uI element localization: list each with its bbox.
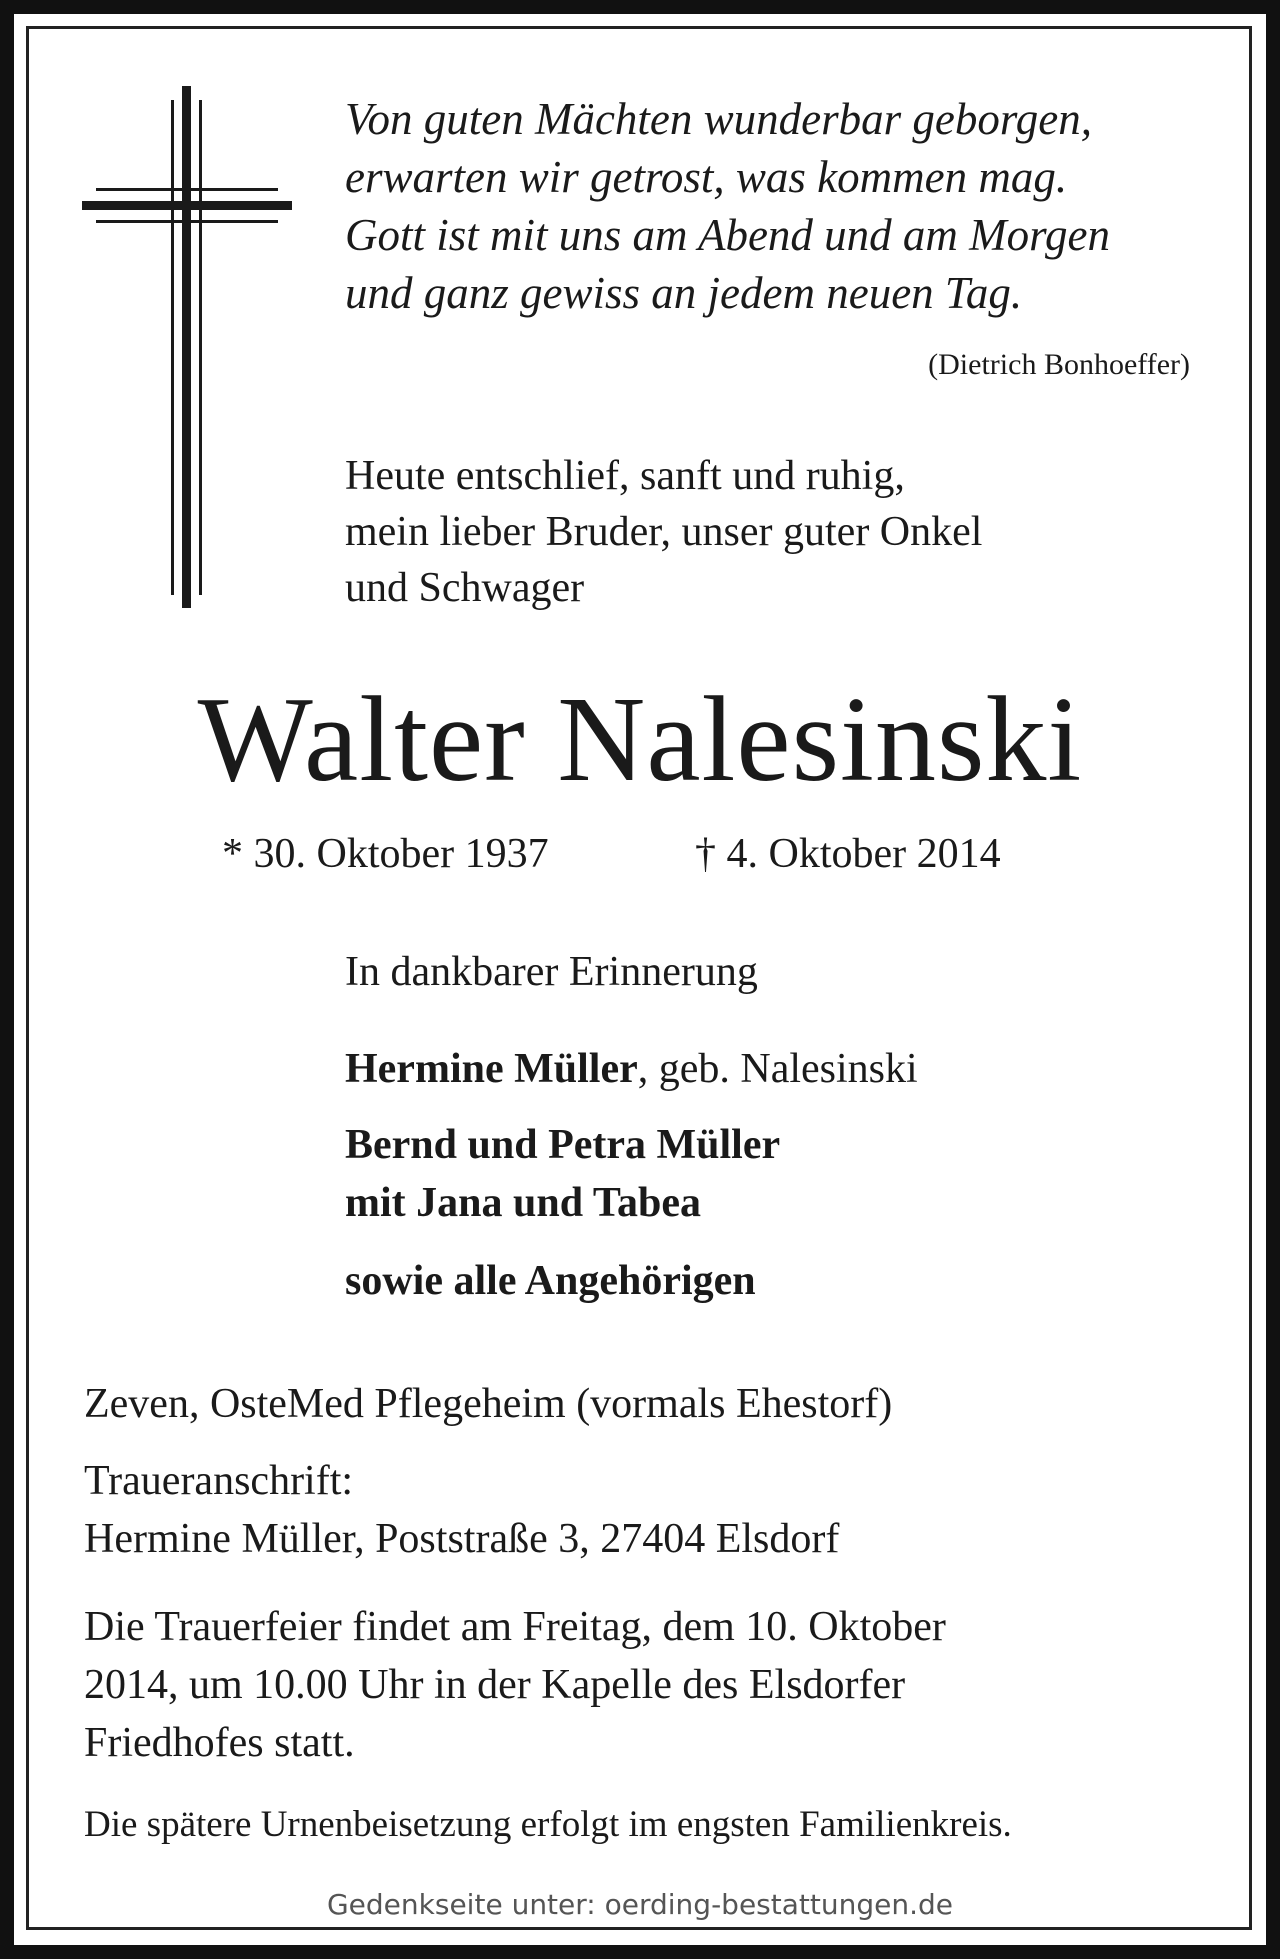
family-line: Bernd und Petra Müller <box>345 1122 781 1168</box>
poem-line: erwarten wir getrost, was kommen mag. <box>345 152 1068 202</box>
poem-line: Gott ist mit uns am Abend und am Morgen <box>345 210 1110 260</box>
poem <box>345 90 1110 322</box>
ceremony-info <box>84 1598 946 1772</box>
place-of-death: Zeven, OsteMed Pflegeheim (vormals Ehestorf) <box>84 1381 893 1427</box>
intro-text <box>345 448 982 616</box>
intro-line: mein lieber Bruder, unser guter Onkel <box>345 509 983 555</box>
mourner-family <box>345 1116 780 1232</box>
memory-line: In dankbarer Erinnerung <box>345 949 758 995</box>
ceremony-line: Friedhofes statt. <box>84 1720 355 1766</box>
ceremony-line: Die Trauerfeier findet am Freitag, dem 10. Oktober <box>84 1604 946 1650</box>
mourning-address <box>84 1452 839 1568</box>
poem-author: (Dietrich Bonhoeffer) <box>928 348 1190 381</box>
urn-burial-note: Die spätere Urnenbeisetzung erfolgt im engsten Familienkreis. <box>84 1804 1012 1845</box>
intro-line: und Schwager <box>345 565 585 611</box>
poem-line: Von guten Mächten wunderbar geborgen, <box>345 94 1092 144</box>
sister-maiden-name: , geb. Nalesinski <box>637 1046 918 1092</box>
address-value: Hermine Müller, Poststraße 3, 27404 Elsdorf <box>84 1516 840 1562</box>
deceased-name: Walter Nalesinski <box>197 672 1083 807</box>
memorial-page-link[interactable]: Gedenkseite unter: oerding-bestattungen.de <box>326 1888 953 1921</box>
ceremony-line: 2014, um 10.00 Uhr in der Kapelle des Elsdorfer <box>84 1662 906 1708</box>
intro-line: Heute entschlief, sanft und ruhig, <box>345 453 905 499</box>
cross-icon <box>82 86 292 608</box>
sister-name: Hermine Müller <box>345 1046 638 1092</box>
poem-line: und ganz gewiss an jedem neuen Tag. <box>345 268 1023 318</box>
mourner-sister <box>345 1040 918 1098</box>
birth-date: * 30. Oktober 1937 <box>222 831 549 877</box>
mourner-others: sowie alle Angehörigen <box>345 1258 756 1304</box>
death-date: † 4. Oktober 2014 <box>695 831 1001 877</box>
family-line: mit Jana und Tabea <box>345 1180 701 1226</box>
address-label: Traueranschrift: <box>84 1458 354 1504</box>
